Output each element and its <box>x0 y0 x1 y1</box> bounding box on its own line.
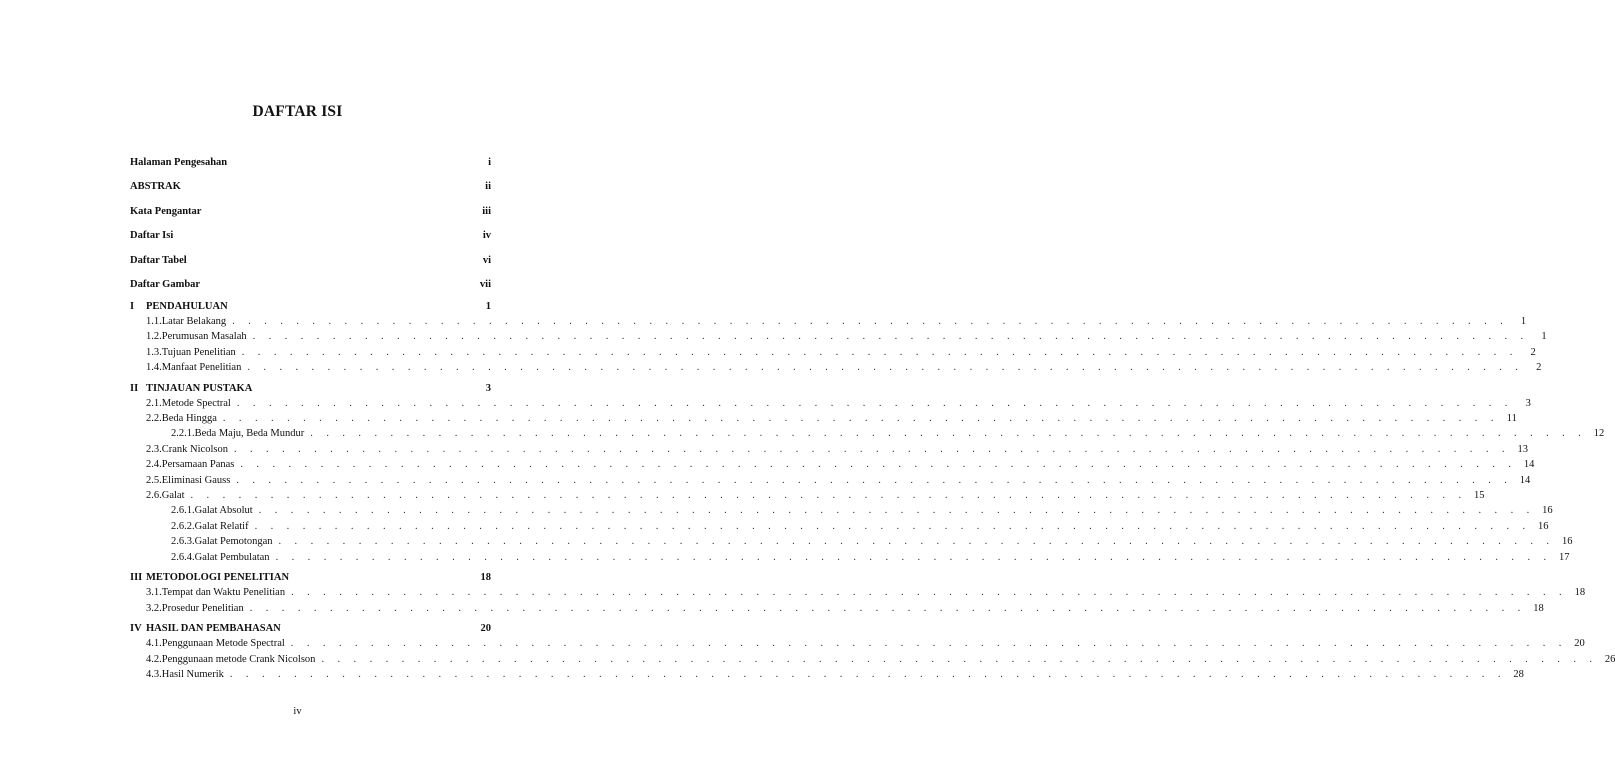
entry-number: 2.6. <box>146 489 162 501</box>
dot-leader: . . . . . . . . . . . . . . . . . . . . . . . . . . . . . . . . . . . . . . . . . . . . . . . . . . . . . . . . . . . . . . . . . . . . . . . . . . . . . . . . <box>222 412 1499 424</box>
dot-leader: . . . . . . . . . . . . . . . . . . . . . . . . . . . . . . . . . . . . . . . . . . . . . . . . . . . . . . . . . . . . . . . . . . . . . . . . . . . . . . . . <box>254 520 1531 532</box>
dot-leader: . . . . . . . . . . . . . . . . . . . . . . . . . . . . . . . . . . . . . . . . . . . . . . . . . . . . . . . . . . . . . . . . . . . . . . . . . . . . . . . . <box>252 331 1529 343</box>
entry-label: Galat Absolut <box>194 505 253 517</box>
entry-label: Daftar Gambar <box>130 279 201 290</box>
toc-subsection-item[interactable] <box>171 428 1605 442</box>
dot-leader: . . . . . . . . . . . . . . . . . . . . . . . . . . . . . . . . . . . . . . . . . . . . . . . . . . . . . . . . . . . . . . . . . . . . . . . . . . . . . . . . <box>275 551 1552 563</box>
entry-label: PENDAHULUAN <box>146 301 228 312</box>
toc-section-item[interactable] <box>146 602 1544 617</box>
dot-leader: . . . . . . . . . . . . . . . . . . . . . . . . . . . . . . . . . . . . . . . . . . . . . . . . . . . . . . . . . . . . . . . . . . . . . . . . . . . . . . . . <box>241 346 1518 358</box>
entry-number: 2.4. <box>146 459 162 471</box>
toc-section-item[interactable] <box>146 361 1542 376</box>
entry-number: 2.6.1. <box>171 505 195 517</box>
entry-page-number: i <box>488 157 491 168</box>
entry-number: I <box>130 301 135 312</box>
entry-label: Tempat dan Waktu Penelitian <box>161 587 286 599</box>
entry-label: Hasil Numerik <box>161 668 224 680</box>
toc-section-item[interactable] <box>146 668 1524 683</box>
entry-number: 2.2. <box>146 412 162 424</box>
entry-page-number: 20 <box>480 623 491 635</box>
entry-number: 2.3. <box>146 443 162 455</box>
entry-label: Crank Nicolson <box>161 443 228 455</box>
toc-subsection-item[interactable] <box>171 551 1570 566</box>
toc-section-item[interactable] <box>146 315 1527 330</box>
toc-section-item[interactable] <box>146 459 1535 473</box>
entry-page-number: 12 <box>1593 428 1605 440</box>
entry-number: IV <box>130 623 142 635</box>
toc-front-matter-item[interactable] <box>130 157 491 171</box>
toc-subsection-item[interactable] <box>171 505 1553 519</box>
entry-page-number: 14 <box>1519 474 1531 486</box>
dot-leader: . . . . . . . . . . . . . . . . . . . . . . . . . . . . . . . . . . . . . . . . . . . . . . . . . . . . . . . . . . . . . . . . . . . . . . . . . . . . . . . . <box>291 587 1568 599</box>
entry-label: Galat Pembulatan <box>194 551 270 563</box>
entry-label: Halaman Pengesahan <box>130 157 228 168</box>
entry-number: 3.1. <box>146 587 162 599</box>
toc-section-item[interactable] <box>146 397 1531 412</box>
entry-page-number: 28 <box>1513 668 1524 680</box>
entry-label: Penggunaan metode Crank Nicolson <box>161 653 316 665</box>
entry-number: 1.1. <box>146 315 162 327</box>
entry-number: 3.2. <box>146 602 162 614</box>
toc-front-matter-item[interactable] <box>130 230 491 244</box>
dot-leader: . . . . . . . . . . . . . . . . . . . . . . . . . . . . . . . . . . . . . . . . . . . . . . . . . . . . . . . . . . . . . . . . . . . . . . . . . . . . . . . . <box>240 459 1517 471</box>
entry-number: II <box>130 382 139 394</box>
entry-label: Daftar Isi <box>130 230 174 242</box>
dot-leader: . . . . . . . . . . . . . . . . . . . . . . . . . . . . . . . . . . . . . . . . . . . . . . . . . . . . . . . . . . . . . . . . . . . . . . . . . . . . . . . . <box>190 489 1467 501</box>
entry-page-number: vii <box>479 279 491 290</box>
entry-label: Beda Maju, Beda Mundur <box>194 428 305 440</box>
entry-label: TINJAUAN PUSTAKA <box>146 382 253 394</box>
toc-section-item[interactable] <box>146 346 1536 361</box>
entry-label: Kata Pengantar <box>130 205 202 217</box>
entry-page-number: 1 <box>1520 315 1527 327</box>
entry-label: ABSTRAK <box>130 181 181 193</box>
entry-label: Prosedur Penelitian <box>161 602 244 614</box>
entry-number: 2.2.1. <box>171 428 195 440</box>
entry-number: 2.6.3. <box>171 536 195 548</box>
entry-page-number: 17 <box>1559 551 1570 563</box>
page-title: DAFTAR ISI <box>252 103 343 120</box>
toc-front-matter-item[interactable] <box>130 206 491 220</box>
entry-label: METODOLOGI PENELITIAN <box>146 572 290 584</box>
toc-chapter-heading[interactable] <box>130 301 491 315</box>
entry-page-number: 1 <box>485 301 491 312</box>
dot-leader: . . . . . . . . . . . . . . . . . . . . . . . . . . . . . . . . . . . . . . . . . . . . . . . . . . . . . . . . . . . . . . . . . . . . . . . . . . . . . . . . <box>229 668 1506 680</box>
toc-section-item[interactable] <box>146 489 1485 504</box>
entry-page-number: 16 <box>1561 536 1573 548</box>
dot-leader: . . . . . . . . . . . . . . . . . . . . . . . . . . . . . . . . . . . . . . . . . . . . . . . . . . . . . . . . . . . . . . . . . . . . . . . . . . . . . . . . <box>236 397 1513 409</box>
page-number: iv <box>293 706 302 717</box>
entry-label: Penggunaan Metode Spectral <box>161 638 285 650</box>
entry-page-number: 3 <box>485 382 491 394</box>
toc-chapter-heading[interactable] <box>130 383 491 397</box>
entry-page-number: 13 <box>1517 443 1528 455</box>
entry-number: 2.1. <box>146 397 162 409</box>
toc-section-item[interactable] <box>146 638 1585 652</box>
toc-subsection-item[interactable] <box>171 536 1573 550</box>
entry-label: Latar Belakang <box>161 315 227 327</box>
dot-leader: . . . . . . . . . . . . . . . . . . . . . . . . . . . . . . . . . . . . . . . . . . . . . . . . . . . . . . . . . . . . . . . . . . . . . . . . . . . . . . . . <box>236 474 1513 486</box>
toc-section-item[interactable] <box>146 587 1586 601</box>
dot-leader: . . . . . . . . . . . . . . . . . . . . . . . . . . . . . . . . . . . . . . . . . . . . . . . . . . . . . . . . . . . . . . . . . . . . . . . . . . . . . . . . <box>247 361 1524 373</box>
entry-page-number: 3 <box>1525 397 1531 409</box>
entry-number: 1.4. <box>146 361 162 373</box>
entry-page-number: 20 <box>1574 638 1585 650</box>
entry-number: 1.2. <box>146 331 162 343</box>
entry-number: 2.5. <box>146 474 162 486</box>
entry-number: 4.3. <box>146 668 162 680</box>
entry-label: Tujuan Penelitian <box>161 346 236 358</box>
entry-number: 2.6.4. <box>171 551 195 563</box>
toc-front-matter-item[interactable] <box>130 255 491 269</box>
dot-leader: . . . . . . . . . . . . . . . . . . . . . . . . . . . . . . . . . . . . . . . . . . . . . . . . . . . . . . . . . . . . . . . . . . . . . . . . . . . . . . . . <box>233 443 1510 455</box>
entry-label: Eliminasi Gauss <box>161 474 231 486</box>
entry-label: Galat <box>161 489 185 501</box>
entry-page-number: ii <box>485 181 491 193</box>
entry-number: 4.2. <box>146 653 162 665</box>
dot-leader: . . . . . . . . . . . . . . . . . . . . . . . . . . . . . . . . . . . . . . . . . . . . . . . . . . . . . . . . . . . . . . . . . . . . . . . . . . . . . . . . <box>321 653 1598 665</box>
toc-front-matter-item[interactable] <box>130 181 491 195</box>
entry-page-number: 15 <box>1473 489 1485 501</box>
entry-number: 2.6.2. <box>171 520 195 532</box>
entry-page-number: iv <box>482 230 491 242</box>
entry-page-number: 18 <box>1574 587 1586 599</box>
entry-page-number: 1 <box>1541 331 1547 343</box>
dot-leader: . . . . . . . . . . . . . . . . . . . . . . . . . . . . . . . . . . . . . . . . . . . . . . . . . . . . . . . . . . . . . . . . . . . . . . . . . . . . . . . . <box>278 536 1555 548</box>
entry-label: Manfaat Penelitian <box>161 361 242 373</box>
toc-section-item[interactable] <box>146 474 1531 489</box>
toc-section-item[interactable] <box>146 331 1547 345</box>
entry-page-number: vi <box>482 254 491 266</box>
entry-number: 1.3. <box>146 346 162 358</box>
entry-label: Galat Relatif <box>194 520 249 532</box>
entry-label: Metode Spectral <box>161 397 231 409</box>
entry-page-number: 16 <box>1538 520 1549 532</box>
toc-section-item[interactable] <box>146 443 1528 458</box>
toc-front-matter-item[interactable] <box>130 279 491 293</box>
toc-section-item[interactable] <box>146 412 1517 427</box>
entry-label: HASIL DAN PEMBAHASAN <box>146 623 281 635</box>
entry-page-number: 11 <box>1506 412 1517 424</box>
entry-page-number: 14 <box>1523 459 1535 471</box>
entry-label: Daftar Tabel <box>130 254 187 266</box>
toc-subsection-item[interactable] <box>171 520 1549 535</box>
entry-page-number: 26 <box>1604 653 1615 665</box>
toc-section-item[interactable] <box>146 653 1615 668</box>
entry-page-number: 16 <box>1542 505 1553 517</box>
entry-number: 4.1. <box>146 638 162 650</box>
entry-label: Galat Pemotongan <box>194 536 273 548</box>
entry-page-number: 18 <box>1533 602 1544 614</box>
dot-leader: . . . . . . . . . . . . . . . . . . . . . . . . . . . . . . . . . . . . . . . . . . . . . . . . . . . . . . . . . . . . . . . . . . . . . . . . . . . . . . . . <box>232 315 1509 327</box>
dot-leader: . . . . . . . . . . . . . . . . . . . . . . . . . . . . . . . . . . . . . . . . . . . . . . . . . . . . . . . . . . . . . . . . . . . . . . . . . . . . . . . . <box>290 638 1567 650</box>
entry-label: Persamaan Panas <box>161 459 235 471</box>
dot-leader: . . . . . . . . . . . . . . . . . . . . . . . . . . . . . . . . . . . . . . . . . . . . . . . . . . . . . . . . . . . . . . . . . . . . . . . . . . . . . . . . <box>258 505 1535 517</box>
toc-chapter-heading[interactable] <box>130 572 491 586</box>
toc-chapter-heading[interactable] <box>130 623 491 637</box>
entry-label: Beda Hingga <box>161 412 217 424</box>
entry-number: III <box>130 572 143 584</box>
entry-page-number: iii <box>482 205 491 217</box>
entry-label: Perumusan Masalah <box>161 331 247 343</box>
entry-page-number: 2 <box>1530 346 1536 358</box>
dot-leader: . . . . . . . . . . . . . . . . . . . . . . . . . . . . . . . . . . . . . . . . . . . . . . . . . . . . . . . . . . . . . . . . . . . . . . . . . . . . . . . . <box>249 602 1526 614</box>
entry-page-number: 18 <box>480 572 491 584</box>
dot-leader: . . . . . . . . . . . . . . . . . . . . . . . . . . . . . . . . . . . . . . . . . . . . . . . . . . . . . . . . . . . . . . . . . . . . . . . . . . . . . . . . <box>310 428 1587 440</box>
entry-page-number: 2 <box>1536 361 1542 373</box>
